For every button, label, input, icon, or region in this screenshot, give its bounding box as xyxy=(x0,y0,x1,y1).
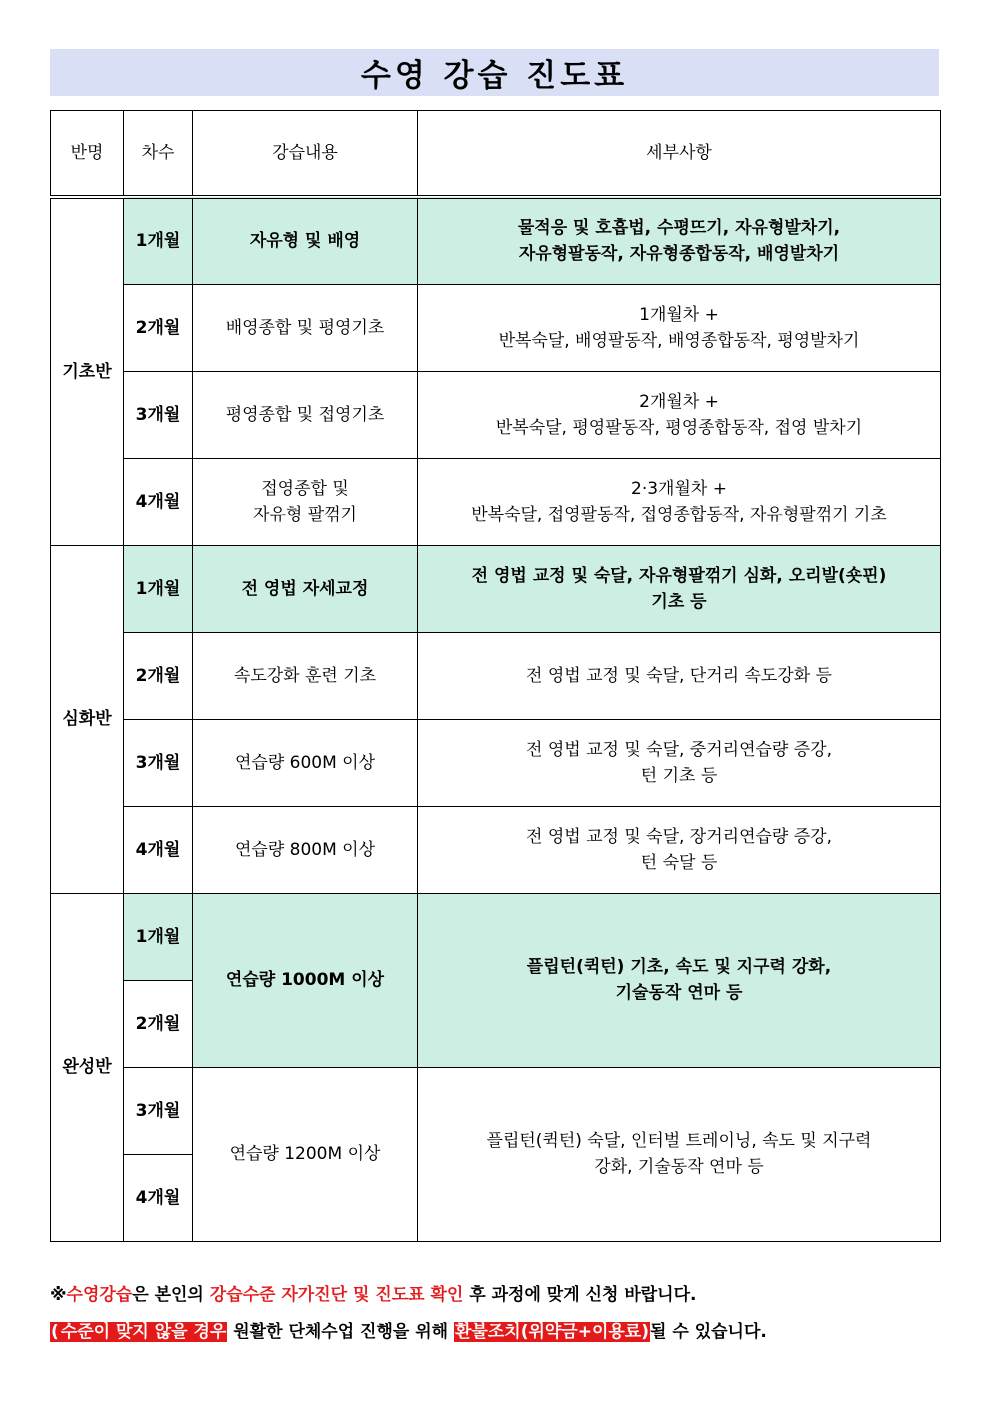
month-cell: 3개월 xyxy=(124,719,193,806)
month-cell: 1개월 xyxy=(124,197,193,284)
content-cell: 전 영법 자세교정 xyxy=(193,545,418,632)
content-line: 접영종합 및 xyxy=(261,478,349,499)
details-cell xyxy=(418,632,941,719)
progress-table xyxy=(50,110,941,1242)
details-cell xyxy=(418,719,941,806)
header-content: 강습내용 xyxy=(193,111,418,198)
table-row xyxy=(51,719,941,806)
details-cell xyxy=(418,458,941,545)
class-name: 기초반 xyxy=(51,197,124,545)
note-text: 원활한 단체수업 진행을 위해 xyxy=(227,1322,454,1342)
details-line: 반복숙달, 배영팔동작, 배영종합동작, 평영발차기 xyxy=(498,330,860,351)
details-line: 전 영법 교정 및 숙달, 단거리 속도강화 등 xyxy=(526,665,832,686)
month-cell: 2개월 xyxy=(124,284,193,371)
month-cell: 4개월 xyxy=(124,458,193,545)
table-row xyxy=(51,806,941,893)
content-cell: 연습량 1200M 이상 xyxy=(193,1067,418,1241)
title-bar xyxy=(50,49,939,96)
note-warning-box: 환불조치(위약금+이용료) xyxy=(455,1322,650,1342)
content-cell: 연습량 600M 이상 xyxy=(193,719,418,806)
month-cell: 3개월 xyxy=(124,1067,193,1154)
details-line: 플립턴(퀵턴) 숙달, 인터벌 트레이닝, 속도 및 지구력 xyxy=(486,1131,872,1151)
note-text: 후 과정에 맞게 신청 바랍니다. xyxy=(463,1285,697,1305)
header-details: 세부사항 xyxy=(418,111,941,198)
table-row xyxy=(51,1067,941,1154)
table-row xyxy=(51,371,941,458)
details-line: 턴 숙달 등 xyxy=(640,852,718,873)
header-class: 반명 xyxy=(51,111,124,198)
details-cell xyxy=(418,545,941,632)
details-cell xyxy=(418,371,941,458)
details-line: 자유형팔동작, 자유형종합동작, 배영발차기 xyxy=(518,244,840,265)
details-line: 기술동작 연마 등 xyxy=(615,983,743,1003)
table-row xyxy=(51,545,941,632)
details-line: 강화, 기술동작 연마 등 xyxy=(594,1157,764,1177)
note-line-1 xyxy=(50,1282,950,1308)
table-row xyxy=(51,893,941,980)
note-warning-box: 수준이 맞지 않을 경우 xyxy=(60,1322,227,1342)
table-row xyxy=(51,284,941,371)
details-line: 2개월차 + xyxy=(639,391,719,412)
note-paren: ( xyxy=(51,1322,59,1342)
details-cell xyxy=(418,806,941,893)
note-highlight: 강습수준 자가진단 및 진도표 확인 xyxy=(209,1285,464,1305)
details-cell xyxy=(418,893,941,1067)
month-cell: 2개월 xyxy=(124,632,193,719)
details-cell xyxy=(418,197,941,284)
table-row xyxy=(51,197,941,284)
month-cell: 4개월 xyxy=(124,806,193,893)
class-name: 심화반 xyxy=(51,545,124,893)
note-line-2 xyxy=(50,1319,950,1345)
month-cell: 4개월 xyxy=(124,1154,193,1241)
details-line: 전 영법 교정 및 숙달, 장거리연습량 증강, xyxy=(526,826,832,847)
details-line: 반복숙달, 접영팔동작, 접영종합동작, 자유형팔꺾기 기초 xyxy=(471,504,887,525)
content-cell xyxy=(193,458,418,545)
class-name: 완성반 xyxy=(51,893,124,1241)
details-line: 2·3개월차 + xyxy=(631,478,727,499)
note-highlight: 수영강습 xyxy=(66,1285,133,1305)
header-month: 차수 xyxy=(124,111,193,198)
notes xyxy=(50,1282,950,1356)
details-line: 기초 등 xyxy=(651,591,707,612)
header-row xyxy=(51,111,941,198)
details-cell xyxy=(418,1067,941,1241)
month-cell: 3개월 xyxy=(124,371,193,458)
details-line: 반복숙달, 평영팔동작, 평영종합동작, 접영 발차기 xyxy=(495,417,863,438)
content-cell: 자유형 및 배영 xyxy=(193,197,418,284)
page-title: 수영 강습 진도표 xyxy=(360,58,629,94)
note-text: 은 본인의 xyxy=(132,1285,210,1305)
details-line: 전 영법 교정 및 숙달, 자유형팔꺾기 심화, 오리발(숏핀) xyxy=(471,565,887,586)
details-line: 물적응 및 호흡법, 수평뜨기, 자유형발차기, xyxy=(517,218,841,239)
content-cell: 배영종합 및 평영기초 xyxy=(193,284,418,371)
content-cell: 연습량 800M 이상 xyxy=(193,806,418,893)
content-cell: 속도강화 훈련 기초 xyxy=(193,632,418,719)
content-line: 자유형 팔꺾기 xyxy=(253,504,357,525)
table-row xyxy=(51,458,941,545)
details-line: 턴 기초 등 xyxy=(640,765,718,786)
details-line: 전 영법 교정 및 숙달, 중거리연습량 증강, xyxy=(526,739,832,760)
content-cell: 연습량 1000M 이상 xyxy=(193,893,418,1067)
month-cell: 1개월 xyxy=(124,893,193,980)
content-cell: 평영종합 및 접영기초 xyxy=(193,371,418,458)
table-row xyxy=(51,632,941,719)
details-line: 플립턴(퀵턴) 기초, 속도 및 지구력 강화, xyxy=(526,957,832,977)
details-cell xyxy=(418,284,941,371)
month-cell: 1개월 xyxy=(124,545,193,632)
month-cell: 2개월 xyxy=(124,980,193,1067)
note-mark: ※ xyxy=(50,1285,67,1305)
note-text: 될 수 있습니다. xyxy=(650,1322,767,1342)
details-line: 1개월차 + xyxy=(639,304,719,325)
